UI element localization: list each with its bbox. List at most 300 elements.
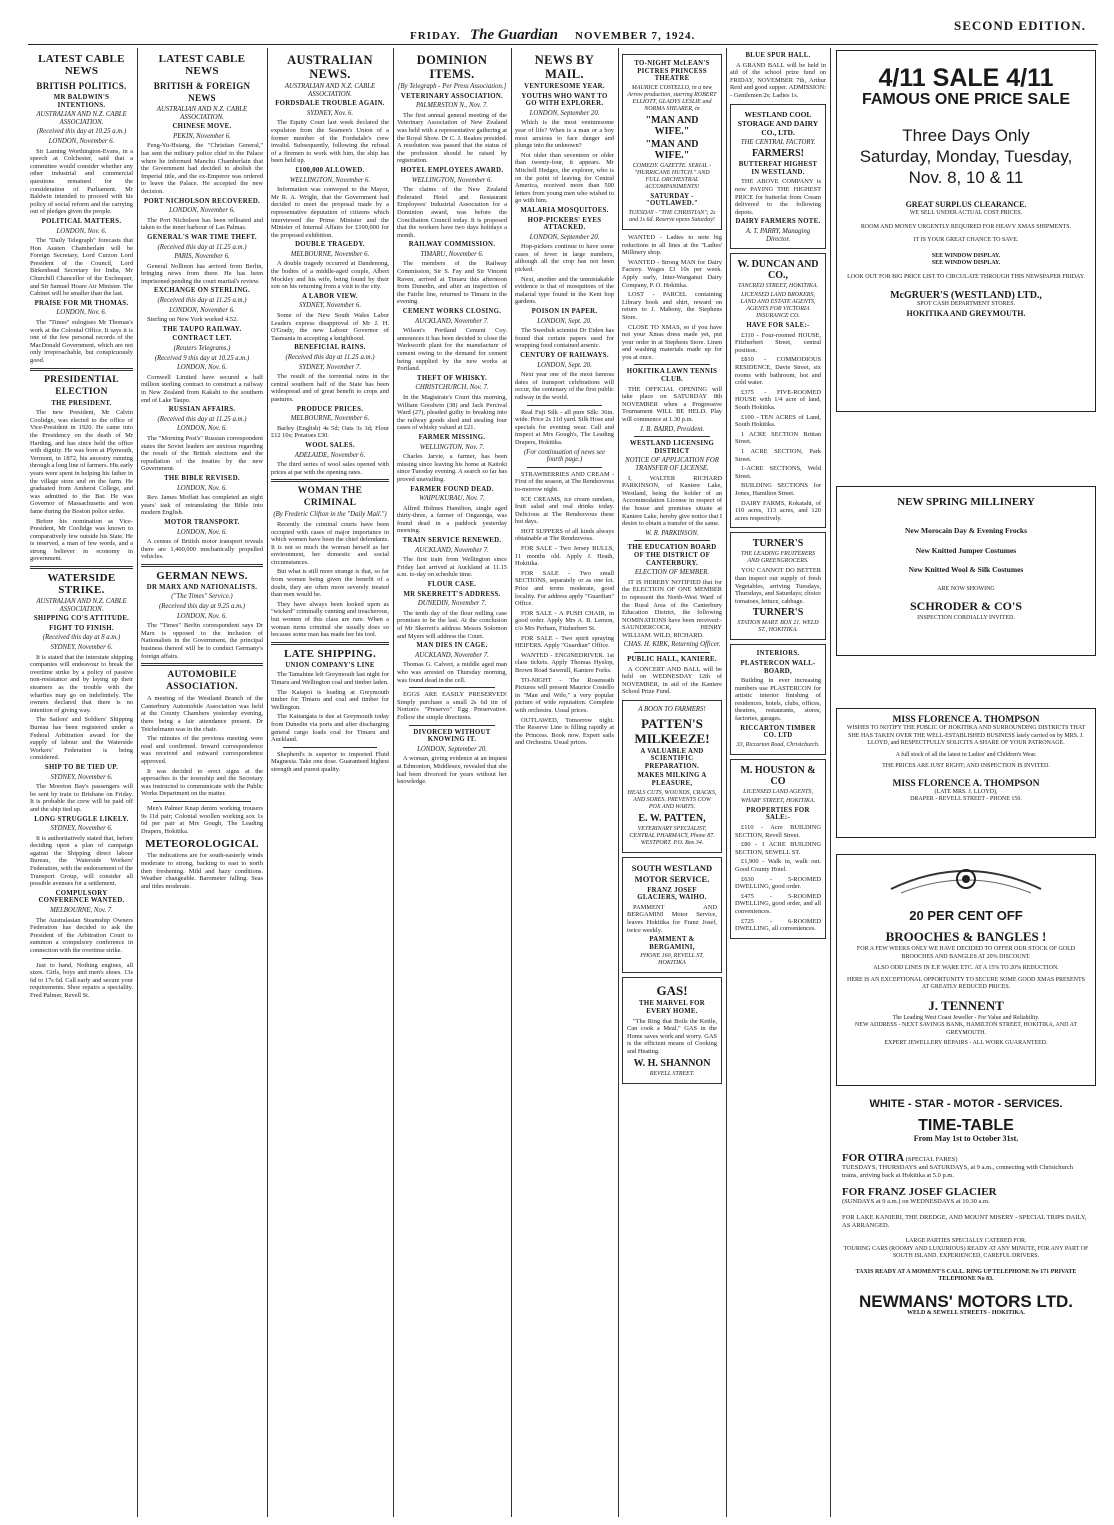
headline-latest-cable: LATEST CABLE NEWS [38,53,125,77]
dateline: SYDNEY, November 6. [50,644,113,652]
thompson-late: (LATE MRS. J. LLOYD), [934,788,998,795]
classified-ad: TO-NIGHT - The Roseneath Pictures will present Maurice Costello in "Man and Wife," a very popular picture of wide reputation. Complete with orchestra. Usual prices. [515,676,614,714]
headline-news-by-mail: NEWS BY MAIL. [534,53,595,81]
taxi-note: TAXIS READY AT A MOMENT'S CALL. RING UP TELEPHONE No 171 PRIVATE TELEPHONE No 83. [855,1268,1077,1282]
dateline: PALMERSTON N., Nov. 7. [416,102,488,110]
article-paragraph: But what is still more strange is that, so far from women being given the benefit of a doubt, they are often more severely treated than men would be. [271,568,389,599]
article-paragraph: A woman, giving evidence at an inquest at Edmonton, Middlesex, revealed that she had been divorced for years without her knowledge. [397,755,507,786]
touring-cars: TOURING CARS (ROOMY AND LUXURIOUS) READY AT ANY MINUTE, FOR ANY PART OF SOUTH ISLAND. EXPERIENCED, CAREFUL DRIVERS. [843,1245,1089,1259]
dateline: AUCKLAND, November 7. [415,651,489,659]
article-paragraph: It was decided to erect signs at the approaches to the township and the Secretary was instructed to communicate with the Public Works Department on the matter. [141,767,263,798]
subhead: YOUTHS WHO WANT TO GO WITH EXPLORER. [521,92,608,108]
property-listing: £725 - 6-ROOMED DWELLING, all conveniences. [735,917,821,933]
subhead: BENEFICIAL RAINS. [294,344,366,352]
sale-room: ROOM AND MONEY URGENTLY REQUIRED FOR HEAVY XMAS SHIPMENTS. [860,223,1072,230]
classified-ad: THE ABOVE COMPANY is now PAYING THE HIGHEST PRICE for butterfat from Cream delivered to the following depots. [735,178,821,216]
classified-ad: I, WALTER RICHARD PARKINSON, of Kaniere Lake, Westland, being the holder of an Accommodation License in respect of the house and premises situate at Kaniere Lake, hereby give notice that I desire to obtain a transfer of the same. [622,474,722,528]
received-line: (Received this day at 11.25 a.m.) [157,415,247,423]
divider [141,663,263,666]
masthead-title: The Guardian [470,27,558,43]
milkeeze-text: HEALS CUTS, WOUNDS, CRACKS, AND SORES. PREVENTS COW POX AND WARTS. [627,789,717,810]
article-paragraph: They have always been looked upon as "wicked" criminally cunning and treacherous, but women of this class are rare. When a woman turns criminal she usually does so because some man has made her his tool. [271,600,389,639]
classified-ad: WANTED - Ladies to note big reductions in all lines at the "Ladies' Millinery shop. [622,233,722,257]
dateline: LONDON, November 6. [48,137,115,145]
subhead: CEMENT WORKS CLOSING. [402,308,502,316]
millinery-showing: ARE NOW SHOWING [937,585,995,592]
column-7 [730,50,826,1517]
dateline: ADELAIDE, November 6. [294,451,366,459]
timetable-head: TIME-TABLE [918,1117,1014,1134]
white-star-ad [836,1092,1096,1512]
column-6 [622,50,722,1517]
property-listing: 1 ACRE SECTION, Park Street. [735,448,821,463]
for-sale: HAVE FOR SALE:- [746,322,810,330]
headline-presidential-election: PRESIDENTIAL ELECTION [44,374,119,397]
sale-clearance: GREAT SURPLUS CLEARANCE. [905,200,1027,209]
subhead: WOOL SALES. [305,441,355,449]
signature: A. T. PARRY, Managing Director. [745,227,811,243]
dateline: MELBOURNE, Nov. 7. [50,907,113,915]
motor-service-ad [622,857,722,974]
property-listing: £810 - COMMODIOUS RESIDENCE, Davie Street, six rooms with bathroom, hot and cold water. [735,356,821,387]
turners-ad [730,532,826,640]
column-3 [271,50,389,1517]
classified-ad: WANTED - ENGINEDRIVER. 1st class tickets. Apply Thomas Hyslop, Brown Road Sawmill, Kaniere Forks. [515,651,614,674]
property-listing: 1 ACRE SECTION Brittan Street. [735,430,821,446]
motor-service-phone: PHONE 160, REVELL ST, HOKITIKA [640,953,704,967]
classified-ad: ICE CREAMS, ice cream sundaes, fruit salad and real drinks today. Delicious at The Rendezvous these hot days. [515,495,614,526]
milkeeze-brand: PATTEN'S MILKEEZE! [634,715,710,746]
subhead: LONG STRUGGLE LIKELY. [34,815,129,823]
divider [153,801,251,802]
assoc-line: AUSTRALIAN AND N.Z. CABLE ASSOCIATION. [36,598,127,613]
signature: J. B. BAIRD, President. [639,425,705,433]
article-paragraph: Charles Jarvie, a farmer, has been missing since leaving his home at Kaitoki since Tuesday evening. A search so far has proved unavailing. [397,453,507,483]
subhead: FIGHT TO FINISH. [49,624,114,632]
divider [141,564,263,567]
article-paragraph: Sir Laming Worthington-Evans, in a speech at Colchester, said that a committee would consider whether any other industrial and commercial questions remained for the consideration of Parliament. Mr Baldwin intended to proceed with his policy of social reform and the carrying out of pledges given the people. [30,147,133,216]
thompson-prices: THE PRICES ARE JUST RIGHT; AND INSPECTION IS INVITED. [882,763,1050,769]
article-paragraph: Feng-Yu-Hsiang, the "Christian General," has sent the military police chief to the Palace where he informed Manchu Chamberlain that the Government had decided to abolish the Imperial title, and the ex-Emperor was ordered to leave the Palace. He accepted the new decision. [141,142,263,195]
gas-name: W. H. SHANNON [633,1057,711,1069]
subhead: MALARIA MOSQUITOES. [520,206,609,214]
column-2 [141,50,263,1517]
classified-ad: EGGS ARE EASILY PRESERVED! Simply purchase a small 2s 6d tin of Norton's "Preservo" Egg Preservative. Follow the simple directions. [397,691,507,721]
property-listing: £110 - Acre BUILDING SECTION, Revell Street. [735,824,821,839]
subhead: SHIPPING CO'S ATTITUDE. [33,615,130,623]
ad-subheading: ELECTION OF MEMBER. [634,569,710,577]
subhead: THEFT OF WHISKY. [417,374,487,382]
theatre-saturday: SATURDAY - "OUTLAWED." [645,192,699,208]
column-5 [515,50,614,1517]
westland-dairy-head: WESTLAND COOL STORAGE AND DAIRY CO., LTD. [737,109,819,137]
riccarton-address: 33, Riccarton Road, Christchurch. [736,741,820,748]
sale-days-2: Saturday, Monday, Tuesday, [859,147,1073,166]
classified-ad: HOT SUPPERS of all kinds always obtainable at The Rendezvous. [515,527,614,543]
article-paragraph: Hop-pickers continue to have some cases of fever in large numbers, although all the crop has not been picked. [515,243,614,274]
property-listing: DAIRY FARMS, Kokatahi, of 110 acres, 113 acres, and 120 acres respectively. [735,499,821,522]
franz-label: FOR FRANZ JOSEF GLACIER [842,1186,997,1198]
column-rule [137,48,138,1517]
masthead-rule [28,44,1098,45]
duncan-address: TANCRED STREET, HOKITIKA. [737,283,819,290]
article-paragraph: The Moreton Bay's passengers will be sent by train to Brisbane on Friday. It is probable the crew will be paid off and the ship tied up. [30,783,133,813]
classified-ad: LOST - PARCEL containing Library book and shirt, reward on return to J. Mahony, the Stephens Store. [622,291,722,321]
signature: CHAS. H. KIRK, Returning Officer. [623,641,721,649]
article-paragraph: The Australasian Steamship Owners Federation has decided to ask the President of the Arbitration Court to summon a compulsory conference in connection with the overtime strike. [30,916,133,954]
dateline: TIMARU, November 6. [420,250,484,258]
headline-latest-cable: LATEST CABLE NEWS [158,53,246,77]
brooch-illustration [881,859,1051,907]
houston-sub: LICENSED LAND AGENTS, [743,788,813,795]
sale-days-3: Nov. 8, 10 & 11 [908,168,1024,187]
classified-ad: IT IS HEREBY NOTIFIED that for the ELECTION OF ONE MEMBER to represent the North-West Ward of the Rural Area of the Canterbury Education District, the following NOMINATIONS have been received:- SAUNDERCOCK, HENRY WILLIAM. WILD, RICHARD. [622,578,722,639]
duncan-head: W. DUNCAN AND CO., [737,259,819,282]
theatre-title: "MAN AND WIFE." [645,114,699,137]
article-paragraph: Recently the criminal courts have been occupied with cases of major importance in which women have been the chief defendants. It is not so much the woman herself as her environment, her domestic and social circumstances. [271,520,389,566]
article-paragraph: The third series of wool sales opened with prices at par with the opening rates. [271,461,389,476]
column-rule [726,48,727,1517]
subhead: GENERAL'S WAR TIME THEFT. [147,233,257,241]
assoc-line: AUSTRALIAN AND N.Z. CABLE ASSOCIATION. [284,83,376,98]
subhead: VENTURESOME YEAR. [524,83,605,90]
property-listing: £475 - 5-ROOMED DWELLING, good order, and all conveniences. [735,892,821,915]
classified-ad: WANTED - Strong MAN for Dairy Factory. Wages £3 10s per week. Apply early, Inter-Wanganui Dairy Company, P. O. Hokitika. [622,258,722,289]
article-paragraph: The first annual general meeting of the Veterinary Association of New Zealand was held with a representative gathering at the Royal Show. Dr C. J. Reakes presided. A resolution was passed that the status of the profession should be raised by registration. [397,111,507,165]
article-paragraph: In the Magistrate's Court this morning, William Goodwin (38) and Jack Percival Ward (27), pleaded guilty to breaking into the railway goods shed and stealing four cases of whisky valued at £21. [397,393,507,432]
milkeeze-line: MAKES MILKING A PLEASURE, [637,772,707,787]
subhead: FORDSDALE TROUBLE AGAIN. [275,100,385,108]
divider [271,479,389,482]
theatre-title-2: "MAN AND WIFE." [645,138,699,161]
article-paragraph: Thomas G. Calvert, a middle aged man who was arrested on Thursday morning, was found dead in the cell. [397,661,507,684]
subhead: A LABOR VIEW. [302,292,358,300]
assoc-line: AUSTRALIAN AND N.Z. CABLE ASSOCIATION. [36,111,127,126]
dateline: LONDON, Sept. 20. [537,317,592,325]
article-paragraph: A double tragedy occurred at Dandenong, the bodies of a middle-aged couple, Albert Mockley and his wife, being found by their son on his returning from a visit to the city. [271,260,389,291]
article-paragraph: The Equity Court last week declared the expulsion from the Seamen's Union of a former member of the Fordsdale's crew invalid. Subsequently, following the refusal of a firemen to work with him, the ship has been held up. [271,119,389,165]
theatre-extra: COMEDY. GAZETTE. SERIAL - "HURRICANE HUTCH." AND FULL ORCHESTRAL ACCOMPANIMENTS! [632,162,712,190]
turners-name: TURNER'S [752,607,804,619]
dateline: LONDON, Nov. 6. [56,309,107,317]
dateline: LONDON, Nov. 6. [177,425,227,433]
millinery-1: New Morocain Day & Evening Frocks [904,526,1027,535]
newman-address: WELD & SEWELL STREETS - HOKITIKA. [906,1309,1026,1316]
property-listing: £100 - TEN ACRES of Land, South Hokitika. [735,413,821,429]
ad-subheading: NOTICE OF APPLICATION FOR TRANSFER OF LICENSE. [625,457,719,472]
brooches-opportunity: HERE IS AN EXCEPTIONAL OPPORTUNITY TO SECURE SOME GOOD XMAS PRESENTS AT GREATLY REDUCED PRICES. [847,976,1085,990]
article-paragraph: The "Times" eulogises Mr Thomas's work at the Colonial Office. It says it is one of the few personal records of the MacDonald Government, which are not only irreproachable, but conspicuously good. [30,319,133,364]
dateline: WAIPUKURAU, Nov. 7. [419,495,485,503]
dateline: LONDON, November 6. [169,306,235,314]
kicker: MR BALDWIN'S INTENTIONS. [53,94,110,109]
classified-ad: Just to hand, Nothing engines, all sizes. Girls, boys and men's shoes. 13s 6d to 17s 6d. Call early and secure your requirements. Shoe repairs a speciality. Fred Palmer, Revell St. [30,961,133,999]
article-paragraph: The Swedish scientist Dr Eiden has found that certain papers used for wrapping food contained arsenic. [515,327,614,350]
headline-australian-news: AUSTRALIAN NEWS. [287,53,373,81]
classified-ad: CLOSE TO XMAS, so if you have not your Xmas dress made yet, put your order in at Stephens Store. Linen and washing materials made up for you at once. [622,323,722,361]
divider [30,566,133,569]
column-1 [30,50,133,1517]
divider [409,725,495,726]
article-paragraph: A census of British motor transport reveals there are 1,400,000 mechanically propelled vehicles. [141,538,263,561]
mcgruer-name: McGRUER'S (WESTLAND) LTD., [890,290,1042,301]
dateline: PARIS, November 6. [174,253,230,261]
houston-head: M. HOUSTON & CO [740,764,816,787]
column-rule [511,48,512,1517]
article-paragraph: The tenth day of the flour milling case promises to be the last. At the conclusion of Mr Skerrett's address Messrs Solomon and Myers will address the Court. [397,609,507,640]
edition-label: SECOND EDITION. [953,18,1086,33]
brooches-also: ALSO ODD LINES IN E.P. WARE ETC. AT A 15% TO 20% REDUCTION. [873,965,1059,971]
received-line: (Received 9 this day at 10.25 a.m.) [154,354,250,362]
otira-row [836,1154,1096,1164]
millinery-ad [836,486,1096,656]
dateline: SYDNEY, November 6. [50,825,113,833]
subhead: EXCHANGE ON STERLING. [154,287,250,295]
column-rule [393,48,394,1517]
sale-subtitle: FAMOUS ONE PRICE SALE [861,91,1071,108]
millinery-head: NEW SPRING MILLINERY [897,496,1035,508]
article-paragraph: Cornwell Limited have secured a half million sterling contract to construct a railway in New Zealand from Kakahi to the southern end of Lake Taupo. [141,373,263,404]
subhead: UNION COMPANY'S LINE [285,661,375,669]
subhead: CENTURY OF RAILWAYS. [520,352,609,359]
sale-cost: WE SELL UNDER ACTUAL COST PRICES. [909,210,1023,216]
classified-ad: Shepherd's is superior to imported Fluid Magnesia. Take one dose. Guaranteed highest strength and purest quality. [271,750,389,773]
dateline: SYDNEY, November 6. [50,773,113,781]
headline-woman-criminal: WOMAN THE CRIMINAL [297,486,363,509]
subhead: CHINESE MOVE. [172,123,232,131]
timetable-sub: From May 1st to October 31st. [913,1134,1019,1143]
article-paragraph: Information was conveyed to the Mayor, Mr R. A. Wright, that the Government had decided to meet the proposal made by a representative deputation of citizens which interviewed the Prime Minister and the Minister of Internal Affairs for £100,000 for the proposed exhibition. [271,186,389,239]
houston-props: PROPERTIES FOR SALE:- [746,806,810,822]
ad-heading: HOKITIKA LAWN TENNIS CLUB. [626,368,718,384]
milkeeze-sub: A VALUABLE AND SCIENTIFIC PREPARATION. [640,747,704,770]
column-4 [397,50,507,1517]
westland-dairy-ad [730,104,826,250]
property-listing: £1,900 - Walk in, walk out. Good County Hotel. [735,858,821,873]
headline-british-foreign: BRITISH & FOREIGN NEWS [153,81,251,103]
houston-address: WHARF STREET, HOKITIKA. [740,797,816,804]
article-paragraph: Wilson's Portland Cement Coy. announces it has been decided to close the Warkworth plant for the manufacture of cement owing to the demand for cement being supplied by the new works at Portland. [397,327,507,373]
ad-heading: PUBLIC HALL, KANIERE. [627,656,717,664]
subhead: POLITICAL MATTERS. [41,217,122,225]
sale-circulate: LOOK OUT FOR BIG PRICE LIST TO CIRCULATE THROUGH THIS NEWSPAPER FRIDAY. [847,273,1085,280]
subhead: THE TAUPO RAILWAY. [162,325,242,333]
masthead [0,0,1114,43]
franz-times: (SUNDAYS at 9 a.m.) on WEDNESDAYS at 10.30 a.m. [842,1198,990,1205]
divider [634,652,710,653]
thompson-name: MISS FLORENCE A. THOMPSON [892,715,1040,725]
subhead: FLOUR CASE. [427,581,477,589]
brooch-gem-center [962,875,970,883]
property-listing: £630 - 5-ROOMED DWELLING, good order. [735,875,821,891]
received-line: (Received this day at 10.25 a.m.) [36,128,127,136]
dateline: AUCKLAND, November 7. [415,546,489,554]
classified-ad: FOR SALE - A PUSH CHAIR, in good order. Apply Mrs A. B. Lemon, c/o Mrs Perham, Fitzherbert St. [515,609,614,632]
tennent-sub: The Leading West Coast Jeweller - For Value and Reliability. [892,1014,1040,1021]
dateline: AUCKLAND, November 7. [415,317,489,325]
sale-ad [836,50,1096,412]
dateline: SYDNEY, November 6. [298,302,362,310]
headline-late-shipping: LATE SHIPPING. [283,647,376,660]
millinery-3: New Knitted Wool & Silk Costumes [908,565,1024,574]
article-paragraph: The Port Nicholson has been refloated and taken to the inner harbour of Las Palmas. [141,216,263,232]
mcgruer-sub: SPOT CASH DEPARTMENT STORES. [916,301,1016,307]
subhead: HOTEL EMPLOYEES AWARD. [400,166,504,174]
subhead: CONTRACT LET. [172,335,232,343]
assoc-line: AUSTRALIAN AND N.Z. CABLE ASSOCIATION. [156,106,248,121]
sale-price: 4/11 SALE 4/11 [878,64,1054,92]
property-listing: £310 - Four-roomed HOUSE, Fitzherbert Street, central position. [735,331,821,354]
thompson-ad [836,708,1096,838]
thompson-address: DRAPER - REVELL STREET - PHONE 150. [910,796,1022,802]
sale-days-1: Three Days Only [902,126,1030,145]
tennent-name: J. TENNENT [928,997,1004,1013]
subhead: MAN DIES IN CAGE. [416,642,488,650]
classified-ad: STRAWBERRIES AND CREAM - First of the season, at The Rendezvous to-morrow night. [515,470,614,493]
assoc-line: (Reuters Telegrams.) [173,345,231,353]
divider [283,747,377,748]
dateline: LONDON, Nov. 6. [177,364,227,372]
dateline: LONDON, Sept. 20. [537,361,592,369]
classified-ad: FOR SALE - Two small SECTIONS, separately or as one lot. Price and terms moderate, good locality. For address apply "Guardian" Office. [515,569,614,608]
subhead: THE PRESIDENT. [51,399,112,407]
article-paragraph: A meeting of the Westland Branch of the Canterbury Automobile Association was held at the County Chambers yesterday evening, there being a fair attendance present. Dr Teichelmann was in the chair. [141,695,263,733]
byline: (By Frederic Clifton in the "Daily Mail.") [273,511,387,519]
divider [634,540,710,541]
subhead: MOTOR TRANSPORT. [164,518,240,526]
subhead: DOUBLE TRAGEDY. [295,241,365,249]
article-paragraph: The result of the torrential rains in the central southern half of the State has been widespread and of great benefit to crops and pastures. [271,373,389,403]
article-paragraph: Next year one of the most famous dates of transport celebrations will occur, the centenary of the first public railway in the world. [515,371,614,401]
article-paragraph: Barley (English) 4s 5d; Oats 3s 3d; Flour £12 10s; Potatoes £30. [271,424,389,440]
continuation-note: (For continuation of news see fourth page.) [523,448,606,464]
franz-row [836,1188,1096,1198]
article-paragraph: The claims of the New Zealand Federated Hotel and Restaurant Employees' Industrial Association for a Dominion award, was before the Conciliation Council today. It is proposed that the workers have two days holidays a month. [397,186,507,239]
article-paragraph: It is stated that the interstate shipping companies will endeavour to break the overtime strike by a policy of passive non-resistance and by laying up their steamers as the trouble with the wharfies may go on indefinitely. The owners declared that there is no intention of giving way. [30,653,133,714]
houston-ad [730,759,826,939]
classified-ad: OUTLAWED, Tomorrow night. The Reserve Line is filling rapidly at the Princess. Book now. Expert sails and Orchestra. Usual prices. [515,716,614,747]
received-line: (Received this day at 9.25 a.m.) [158,603,246,611]
plastercon-ad [730,644,826,755]
kaniere-row: FOR LAKE KANIERI, THE DREDGE, AND MOUNT MISERY - SPECIAL TRIPS DAILY, AS ARRANGED. [842,1214,1087,1229]
subhead: MR SKERRETT'S ADDRESS. [403,590,501,598]
subhead: FARMER MISSING. [418,433,486,441]
headline-dominion-items: DOMINION ITEMS. [416,53,488,81]
subhead: VETERINARY ASSOCIATION. [400,92,504,100]
dateline: LONDON, Nov. 6. [177,528,227,536]
gas-ad [622,977,722,1083]
brooches-ad [836,854,1096,1086]
received-line: (Received this day at 11.25 a.m.) [157,243,247,251]
headline-waterside-strike: WATERSIDE STRIKE. [47,572,116,597]
divider [42,958,121,959]
article-paragraph: The indications are for south-easterly winds moderate to strong, backing to east to north then freshening. Mild and hazy conditions. Weather changeable. Barometer falling. Seas and tides moderate. [141,852,263,890]
ad-heading: BLUE SPUR HALL. [745,52,811,59]
schroder-inspection: INSPECTION CORDIALLY INVITED. [917,615,1015,621]
article-paragraph: Some of the New South Wales Labor Leaders express disapproval of Mr J. H. O'Grady, the new Labour Governor of Tasmania in accepting a knighthood. [271,312,389,342]
article-paragraph: Rev. James Moffatt has completed an eight years' task of retranslating the Bible into modern English. [141,494,263,517]
otira-times: TUESDAYS, THURSDAYS and SATURDAYS, at 9 a.m., connecting with Christchurch trains, arriving back at Hokitika at 5.0 p.m. [842,1164,1073,1179]
central-factory: THE CENTRAL FACTORY. [740,138,816,146]
gas-sub: THE MARVEL FOR EVERY HOME. [639,1000,705,1015]
article-paragraph: Next, another and the unmistakable evidence is that of mosquitoes of the malarial type found in the Kent hop gardens. [515,275,614,306]
assoc-line: ("The Times" Service.) [171,593,233,601]
subhead: TRAIN SERVICE RENEWED. [402,537,502,545]
classified-ad: "The Ring that Boils the Kettle, Can cook a Meal." GAS in the Home saves work and worry. GAS is the efficient means of Cooking and Heating. [627,1017,717,1055]
classified-ad: A GRAND BALL will be held in aid of the school prize fund on FRIDAY, NOVEMBER 7th, Arthur Reid and good supper. ADMISSION: - Gentlemen 2s; Ladies 1s. [730,61,826,99]
dateline: SYDNEY, Nov. 6. [306,109,354,117]
otira-special: (SPECIAL FARES) [905,1156,958,1163]
classified-ad: THE OFFICIAL OPENING will take place on SATURDAY 8th NOVEMBER when a Progressive Tournament WILL BE HELD. Play will commence at 1.30 p.m. [622,385,722,424]
gas-head: GAS! [656,983,688,999]
dateline: CHRISTCHURCH, Nov. 7. [415,384,489,392]
dateline: DUNEDIN, November 7. [417,600,487,608]
discount-label: 20 PER CENT OFF [909,908,1023,923]
turners-sub: THE LEADING FRUITERERS AND GREENGROCERS. [740,551,816,565]
classified-ad: A CONCERT AND BALL will be held on WEDNESDAY 12th of NOVEMBER, in aid of the Kaniere School Prize Fund. [622,665,722,696]
divider [527,405,602,406]
article-paragraph: Alfred Holmes Hamilton, single aged thirty-three, a farmer of Ongaonga, was found dead in a paddock yesterday morning. [397,504,507,535]
dateline: MELBOURNE, November 6. [290,250,370,258]
dateline: LONDON, September 20. [417,745,487,753]
turners-address: STATION MART. BOX 21. WELD ST., HOKITIKA. [737,620,819,634]
classified-ad: FOR SALE - Two spirit spraying HEIFERS. Apply "Guardian" Office. [515,634,614,650]
article-paragraph: The "Times" Berlin correspondent says Dr Marx is opposed to the inclusion of Nationalists in the Government, the principal business thereof will be to conduct Germany's foreign affairs. [141,622,263,660]
headline-automobile-association: AUTOMOBILE ASSOCIATION. [166,670,238,693]
received-line: (Received this day at 11.25 a.m.) [157,297,247,305]
received-line: (Received this day at 11.25 a.m.) [285,354,375,361]
property-listing: BUILDING SECTIONS for Jones, Hamilton Street. [735,482,821,497]
subhead: DR MARX AND NATIONALISTS. [146,583,258,591]
dateline: LONDON, Nov. 6. [177,484,227,492]
plastercon-head: PLASTERCON WALL-BOARD, [740,659,816,675]
dairy-notice: DAIRY FARMERS NOTE. [735,218,821,226]
divider [271,642,389,645]
article-paragraph: The minutes of the previous meeting were read and confirmed. Inward correspondence was received and outward correspondence approved. [141,735,263,765]
subhead: PRODUCE PRICES. [296,405,364,413]
headline-meteorological: METEOROLOGICAL [145,838,259,851]
dateline: MELBOURNE, November 6. [290,415,370,423]
dateline: WELLINGTON, November 6. [289,176,371,184]
article-paragraph: The Sailors' and Soldiers' Shipping Bureau has been registered under a Federal Arbitration award for the supply of labour and the Waterside Workers' Federation is being considered. [30,716,133,762]
dateline: LONDON, Nov. 6. [56,227,107,235]
article-paragraph: Before his nomination as Vice-President, Mr Coolidge was known to comparatively few outside his State. He is reserved, a man of few words, and a strong believer in economy in government. [30,517,133,563]
divider [634,436,710,437]
white-star-head: WHITE - STAR - MOTOR - SERVICES. [869,1098,1063,1110]
property-listing: £375 - FIVE-ROOMED HOUSE with 1/4 acre of land, South Hokitika. [735,388,821,412]
dateline: LONDON, September 20. [529,109,600,117]
classified-ad: FOR SALE - Two Jersey BULLS, 11 months old. Apply J. Heath, Hokitika. [515,545,614,568]
subhead: £100,000 ALLOWED. [295,166,365,174]
theatre-line: MAURICE COSTELLO, in a new Arrow production, starring ROBERT ELLIOTT, GLADYS LESLIE and NORMA SHEARER, in [627,84,717,112]
schroder-name: SCHRODER & CO'S [909,599,1022,613]
theatre-tuesday: TUESDAY - "THE CHRISTIAN"; 2s and 1s 6d. Reserve opens Saturday! [628,209,716,223]
classified-ad: PAMMENT AND BERGAMINI Motor Service, leaves Hokitika for Franz Josef, twice weekly. [627,903,717,934]
article-paragraph: The members of the Railway Commission, Sir S. Fay and Sir Vincent Raven, arrived at Timaru this afternoon from Dunedin, and after an inspection of the Fairlie line, returned to Timaru in the evening. [397,260,507,306]
motor-service-name: PAMMENT & BERGAMINI, [649,936,695,951]
subhead: RUSSIAN AFFAIRS. [168,406,236,414]
brooches-body: FOR A FEW WEEKS ONLY WE HAVE DECIDED TO OFFER OUR STOCK OF GOLD BROOCHES AND BANGLES AT 20% DISCOUNT. [856,946,1076,960]
milkeeze-ad [622,700,722,853]
sale-chance: IT IS YOUR GREAT CHANCE TO SAVE. [913,237,1019,243]
signature: W. R. PARKINSON. [645,529,699,537]
mcgruer-town: HOKITIKA AND GREYMOUTH. [906,308,1026,318]
article-paragraph: The "Morning Post's" Russian correspondent states the Soviet leaders are anxious regarding the result of the British elections and the repudiation of the treaties by the new Government. [141,434,263,473]
gas-address: REVELL STREET. [649,1070,695,1077]
duncan-body: LICENSED LAND BROKERS, LAND AND ESTATE AGENTS, AGENTS FOR VICTORIA INSURANCE CO. [740,292,816,320]
article-paragraph: The new President, Mr Calvin Coolidge, was elected to the office of Vice-President in 1920. He came into the Presidency on the death of Mr Harding, and has since held the office with dignity. He was born at Plymouth, Vermont, in 1872, his ancestry running through a long line of farmers. His early years were spent in helping his father in the village store and on the farm. He graduated from Amherst College, and was admitted to the Bar. He was Governor of Massachusetts and won fame during the Boston police strike. [30,409,133,515]
subhead: FARMER FOUND DEAD. [410,485,494,493]
